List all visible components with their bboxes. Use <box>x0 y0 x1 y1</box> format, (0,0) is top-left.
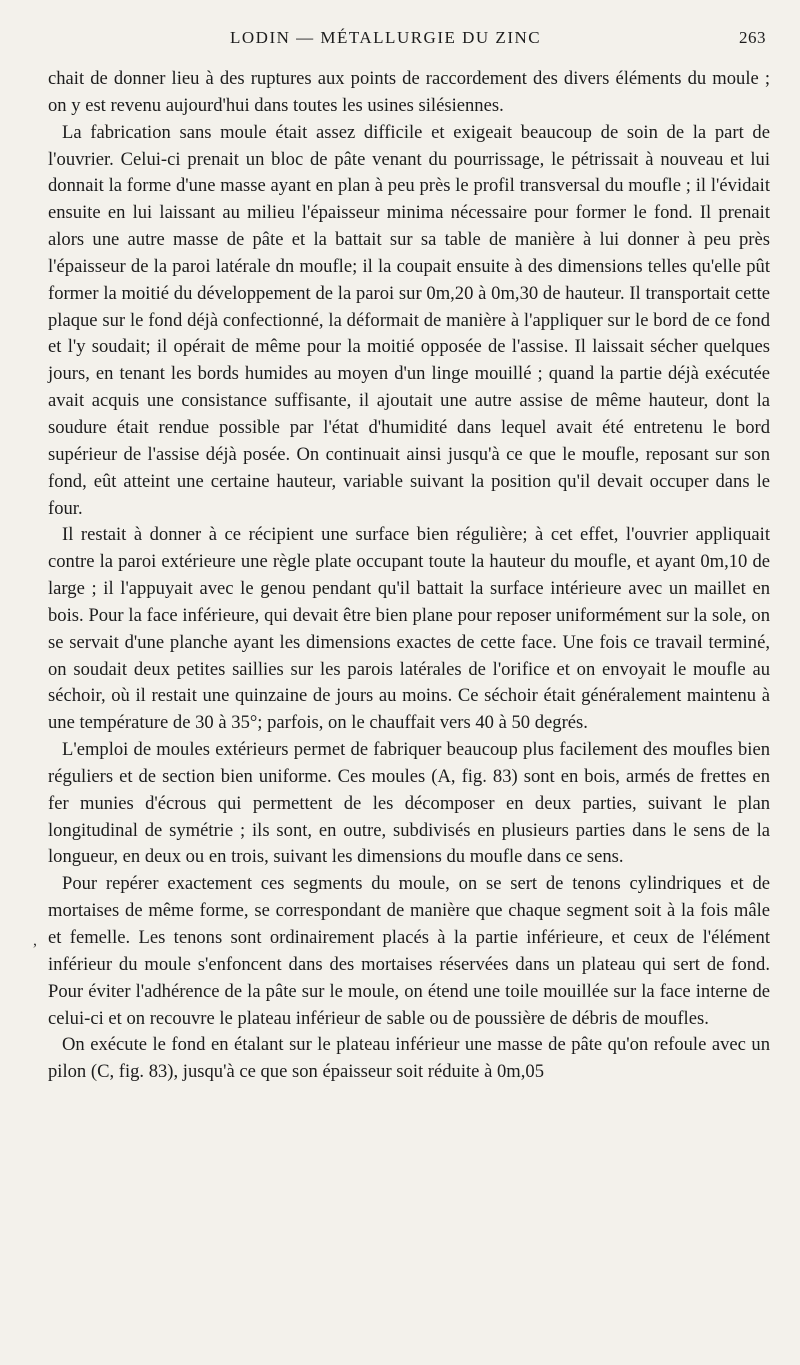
running-head-title: LODIN — MÉTALLURGIE DU ZINC <box>230 28 542 47</box>
margin-dot-mark: , <box>33 932 37 949</box>
paragraph: On exécute le fond en étalant sur le plateau inférieur une masse de pâte qu'on refoule avec un pilon (C, fig. 83), jusqu'à ce que son épaisseur soit réduite à 0m,05 <box>48 1034 770 1083</box>
paragraph: L'emploi de moules extérieurs permet de fabriquer beaucoup plus facilement des moufles bien réguliers et de section bien uniforme. Ces moules (A, fig. 83) sont en bois, armés de frettes en fer munies d'écrous qui permettent de les décomposer en deux parties, suivant le plan longitudinal de symétrie ; ils sont, en outre, subdivisés en plusieurs parties dans le sens de la longueur, en deux ou en trois, suivant les dimensions du moufle dans ce sens. <box>48 739 770 868</box>
paragraph: chait de donner lieu à des ruptures aux points de raccordement des divers éléments du moule ; on y est revenu aujourd'hui dans toutes les usines silésiennes. <box>48 68 770 116</box>
running-head <box>48 26 770 52</box>
paragraph: Il restait à donner à ce récipient une surface bien régulière; à cet effet, l'ouvrier appliquait contre la paroi extérieure une règle plate occupant toute la hauteur du moufle, et ayant 0m,10 de large ; il l'appuyait avec le genou pendant qu'il battait la surface intérieure avec un maillet en bois. Pour la face inférieure, qui devait être bien plane pour reposer uniformément sur la sole, on se servait d'une planche ayant les dimensions exactes de cette face. Une fois ce travail terminé, on soudait deux petites saillies sur les parois latérales de l'orifice et on envoyait le moufle au séchoir, où il restait une quinzaine de jours au moins. Ce séchoir était généralement maintenu à une température de 30 à 35°; parfois, on le chauffait vers 40 à 50 degrés. <box>48 524 770 734</box>
body-text <box>48 66 770 1086</box>
paragraph: Pour repérer exactement ces segments du moule, on se sert de tenons cylindriques et de mortaises de même forme, se correspondant de manière que chaque segment soit à la fois mâle et femelle. Les tenons sont ordinairement placés à la partie inférieure, et ceux de l'élément inférieur du moule s'enfoncent dans des mortaises réservées dans un plateau qui sert de fond. Pour éviter l'adhérence de la pâte sur le moule, on étend une toile mouillée sur la face interne de celui-ci et on recouvre le plateau inférieur de sable ou de poussière de débris de moufles. <box>48 873 770 1029</box>
page-number: 263 <box>739 28 766 47</box>
paragraph: La fabrication sans moule était assez difficile et exigeait beaucoup de soin de la part de l'ouvrier. Celui-ci prenait un bloc de pâte venant du pourrissage, le pétrissait à nouveau et lui donnait la forme d'une masse ayant en plan à peu près le profil transversal du moufle ; il l'évidait ensuite en lui laissant au milieu l'épaisseur minima nécessaire pour former le fond. Il prenait alors une autre masse de pâte et la battait sur sa table de manière à lui donner à peu près l'épaisseur de la paroi latérale dn moufle; il la coupait ensuite à des dimensions telles qu'elle pût former la moitié du développement de la paroi sur 0m,20 à 0m,30 de hauteur. Il transportait cette plaque sur le fond déjà confectionné, la déformait de manière à l'appliquer sur le bord de ce fond et l'y soudait; il opérait de même pour la moitié opposée de l'assise. Il laissait sécher quelques jours, en tenant les bords humides au moyen d'un linge mouillé ; quand la partie déjà exécutée avait acquis une consistance suffisante, il ajoutait une autre assise de même hauteur, dont la soudure était rendue possible par l'état d'humidité dans lequel avait été entretenu le bord supérieur de l'assise déjà posée. On continuait ainsi jusqu'à ce que le moufle, reposant sur son fond, eût atteint une certaine hauteur, variable suivant la position qu'il devait occuper dans le four. <box>48 121 770 519</box>
